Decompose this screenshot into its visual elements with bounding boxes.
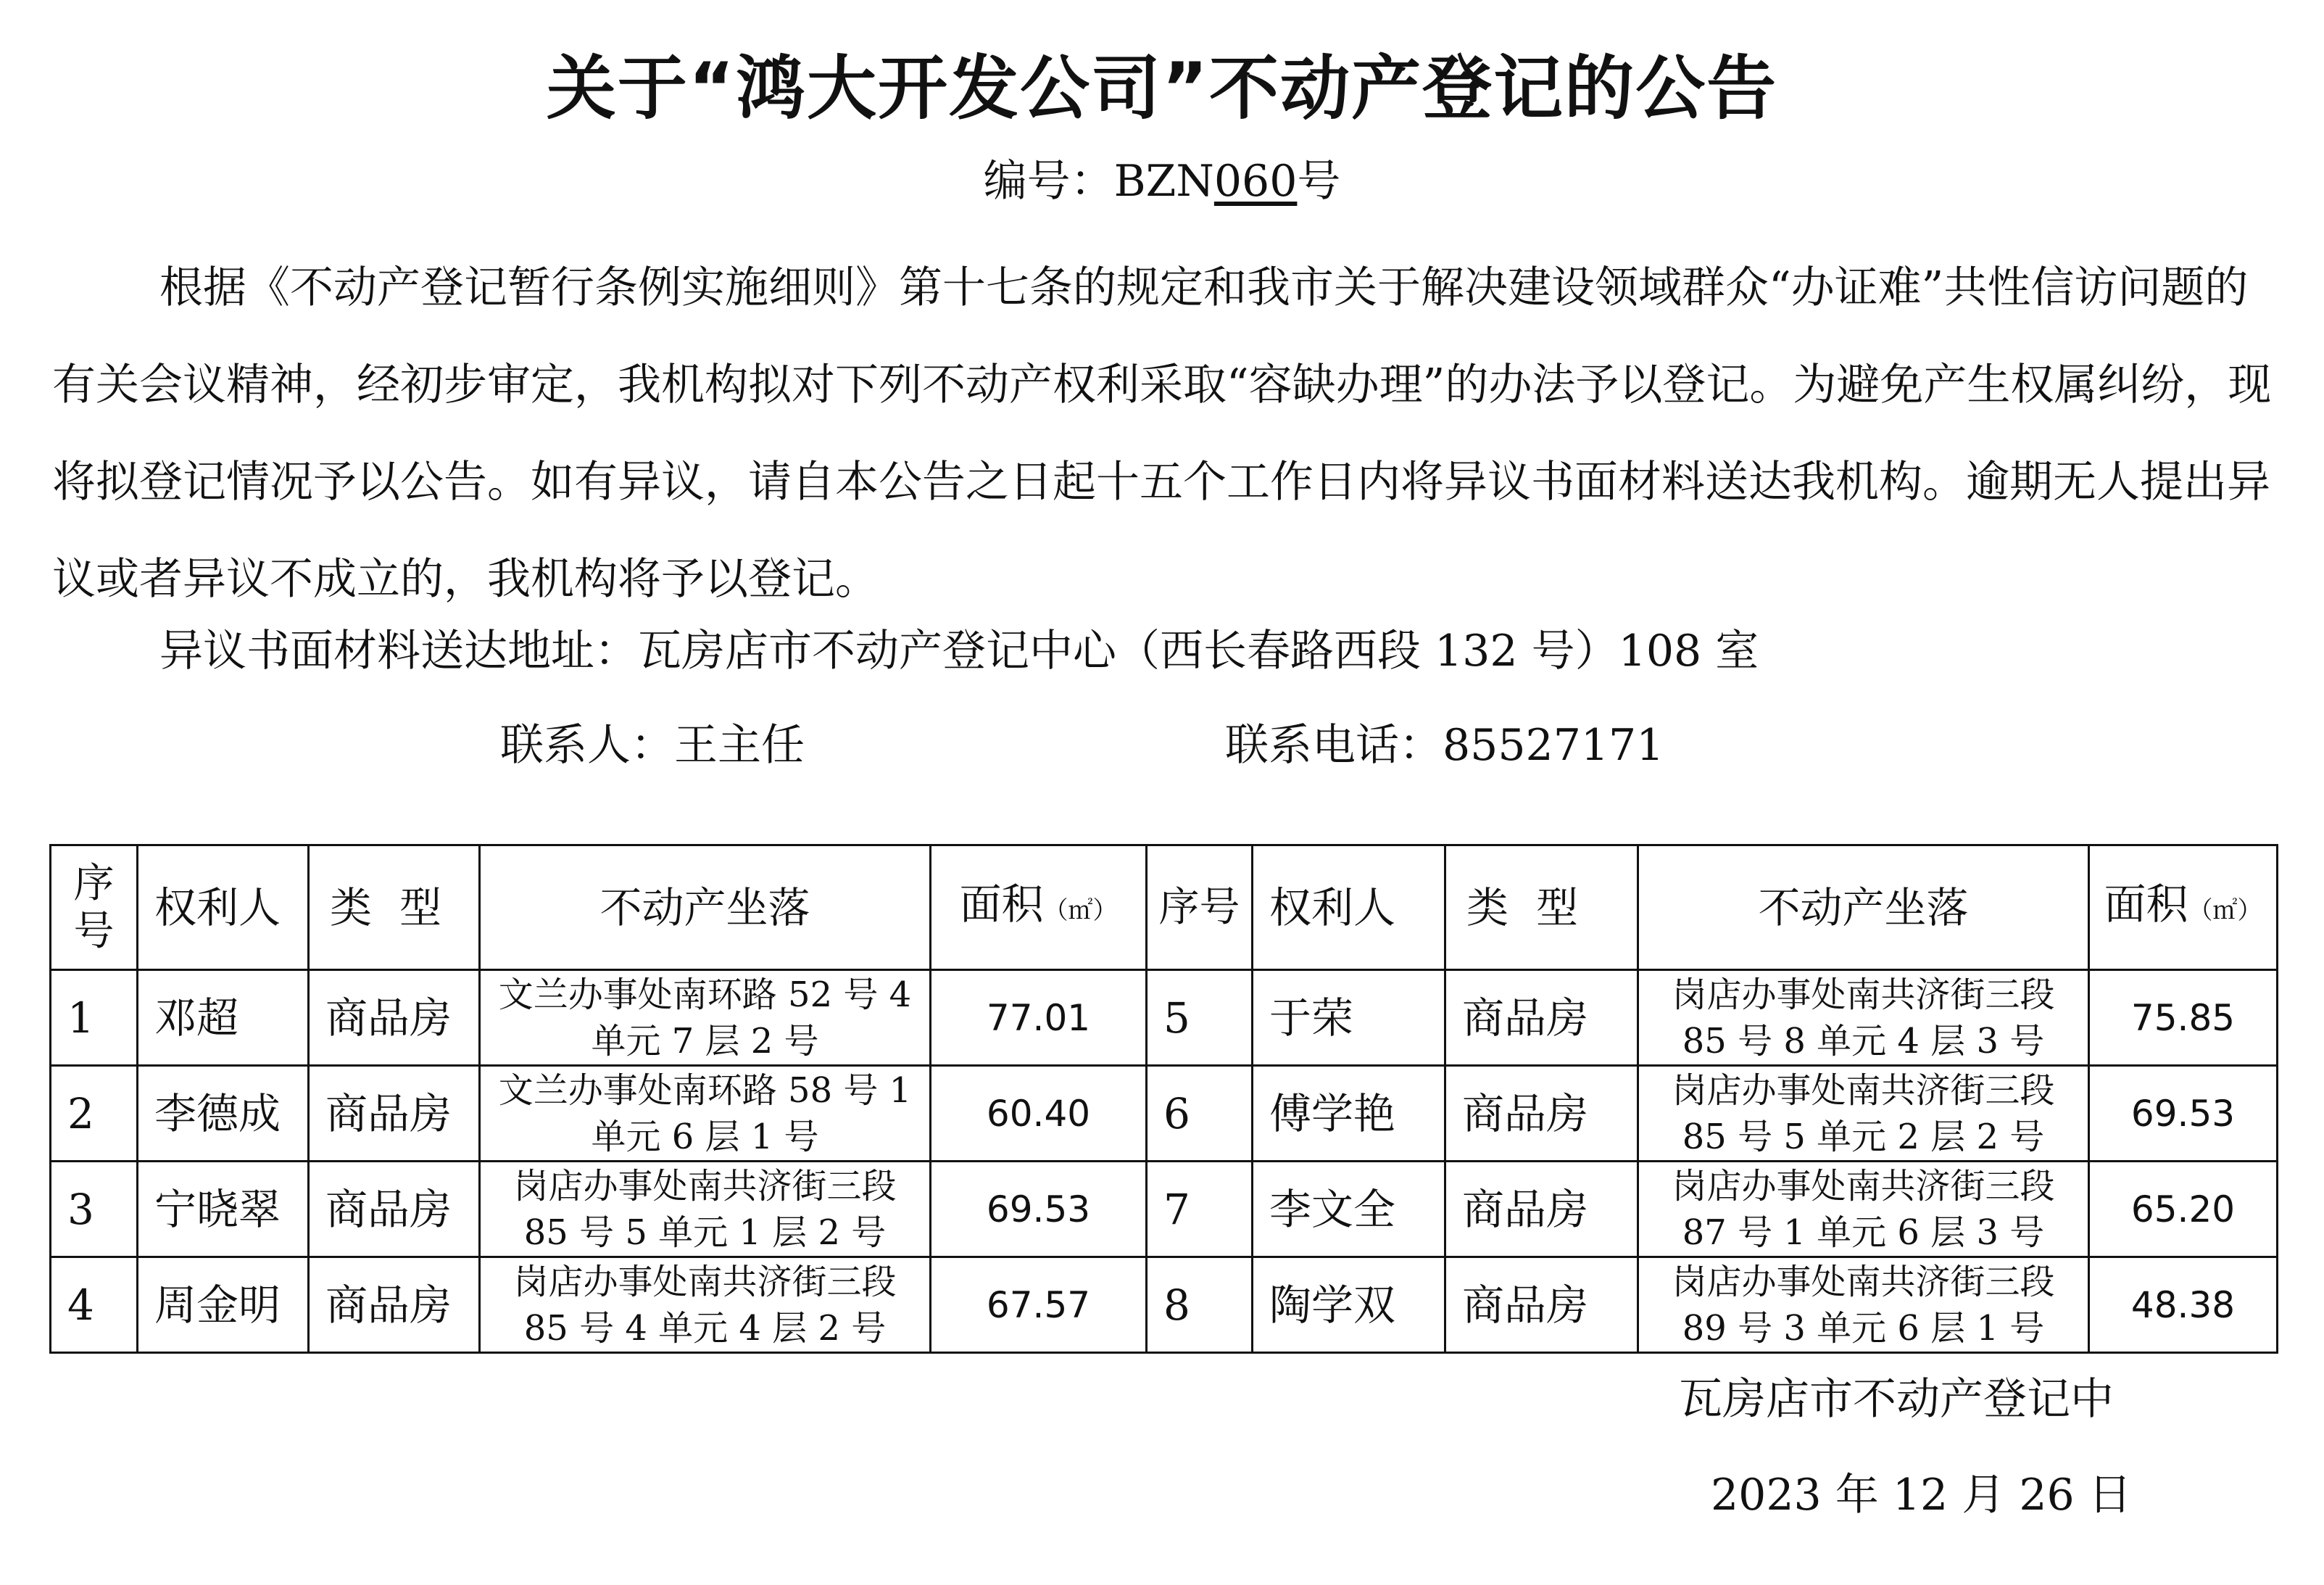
cell-owner: 傅学艳 <box>1253 1066 1445 1162</box>
header-area-2 <box>2089 845 2278 970</box>
cell-owner: 于荣 <box>1253 970 1445 1066</box>
cell-location: 岗店办事处南共济街三段 85 号 8 单元 4 层 3 号 <box>1638 970 2089 1066</box>
cell-location: 岗店办事处南共济街三段 87 号 1 单元 6 层 3 号 <box>1638 1162 2089 1257</box>
cell-type: 商品房 <box>309 1162 480 1257</box>
objection-address: 异议书面材料送达地址：瓦房店市不动产登记中心（西长春路西段 132 号）108 室 <box>159 626 1759 676</box>
cell-no: 3 <box>51 1162 138 1257</box>
registration-table <box>49 844 2278 1354</box>
cell-area: 69.53 <box>2089 1066 2278 1162</box>
cell-no: 7 <box>1147 1162 1253 1257</box>
cell-type: 商品房 <box>1445 1066 1638 1162</box>
cell-area: 60.40 <box>931 1066 1147 1162</box>
cell-owner: 陶学双 <box>1253 1257 1445 1353</box>
cell-type: 商品房 <box>1445 1162 1638 1257</box>
header-owner-2: 权利人 <box>1253 845 1445 970</box>
cell-owner: 李文全 <box>1253 1162 1445 1257</box>
cell-area: 67.57 <box>931 1257 1147 1353</box>
header-area <box>931 845 1147 970</box>
serial-prefix: 编号：BZN <box>983 156 1214 207</box>
header-no: 序号 <box>51 845 138 970</box>
cell-location: 岗店办事处南共济街三段 85 号 5 单元 1 层 2 号 <box>480 1162 931 1257</box>
table-row <box>51 1257 2278 1353</box>
cell-no: 8 <box>1147 1257 1253 1353</box>
notice-paragraph: 根据《不动产登记暂行条例实施细则》第十七条的规定和我市关于解决建设领域群众“办证难”共性信访问题的有关会议精神，经初步审定，我机构拟对下列不动产权利采取“容缺办理”的办法予以登记。为避免产生权属纠纷，现将拟登记情况予以公告。如有异议，请自本公告之日起十五个工作日内将异议书面材料送达我机构。逾期无人提出异议或者异议不成立的，我机构将予以登记。 <box>52 262 2272 605</box>
cell-type: 商品房 <box>1445 1257 1638 1353</box>
header-area-label: 面积 <box>959 880 1044 929</box>
cell-area: 77.01 <box>931 970 1147 1066</box>
table-row <box>51 970 2278 1066</box>
cell-owner: 周金明 <box>138 1257 309 1353</box>
table-row <box>51 1162 2278 1257</box>
header-owner: 权利人 <box>138 845 309 970</box>
table-row <box>51 1066 2278 1162</box>
notice-body <box>52 239 2285 628</box>
cell-no: 1 <box>51 970 138 1066</box>
cell-location: 岗店办事处南共济街三段 85 号 5 单元 2 层 2 号 <box>1638 1066 2089 1162</box>
cell-no: 5 <box>1147 970 1253 1066</box>
cell-type: 商品房 <box>309 970 480 1066</box>
serial-number-line <box>0 152 2324 210</box>
serial-number: 060 <box>1213 156 1298 207</box>
issuer-signature: 瓦房店市不动产登记中 <box>1679 1374 2114 1425</box>
cell-owner: 李德成 <box>138 1066 309 1162</box>
cell-type: 商品房 <box>309 1257 480 1353</box>
cell-area: 69.53 <box>931 1162 1147 1257</box>
table-header-row <box>51 845 2278 970</box>
header-area-unit: （㎡） <box>1043 896 1118 925</box>
header-type-2: 类型 <box>1445 845 1638 970</box>
cell-area: 65.20 <box>2089 1162 2278 1257</box>
header-area-unit: （㎡） <box>2188 896 2262 925</box>
cell-owner: 宁晓翠 <box>138 1162 309 1257</box>
cell-type: 商品房 <box>1445 970 1638 1066</box>
contact-phone: 联系电话：85527171 <box>1225 720 1664 771</box>
header-location: 不动产坐落 <box>480 845 931 970</box>
issue-date: 2023 年 12 月 26 日 <box>1711 1470 2132 1520</box>
cell-location: 岗店办事处南共济街三段 89 号 3 单元 6 层 1 号 <box>1638 1257 2089 1353</box>
cell-owner: 邓超 <box>138 970 309 1066</box>
header-no-2: 序号 <box>1147 845 1253 970</box>
header-area-label: 面积 <box>2104 880 2188 929</box>
cell-location: 文兰办事处南环路 52 号 4 单元 7 层 2 号 <box>480 970 931 1066</box>
cell-location: 岗店办事处南共济街三段 85 号 4 单元 4 层 2 号 <box>480 1257 931 1353</box>
cell-location: 文兰办事处南环路 58 号 1 单元 6 层 1 号 <box>480 1066 931 1162</box>
header-type: 类型 <box>309 845 480 970</box>
cell-type: 商品房 <box>309 1066 480 1162</box>
cell-no: 4 <box>51 1257 138 1353</box>
contact-person: 联系人：王主任 <box>500 720 805 771</box>
cell-area: 48.38 <box>2089 1257 2278 1353</box>
cell-no: 6 <box>1147 1066 1253 1162</box>
cell-area: 75.85 <box>2089 970 2278 1066</box>
serial-suffix: 号 <box>1297 156 1341 207</box>
notice-title: 关于“鸿大开发公司”不动产登记的公告 <box>546 48 1778 129</box>
header-location-2: 不动产坐落 <box>1638 845 2089 970</box>
cell-no: 2 <box>51 1066 138 1162</box>
